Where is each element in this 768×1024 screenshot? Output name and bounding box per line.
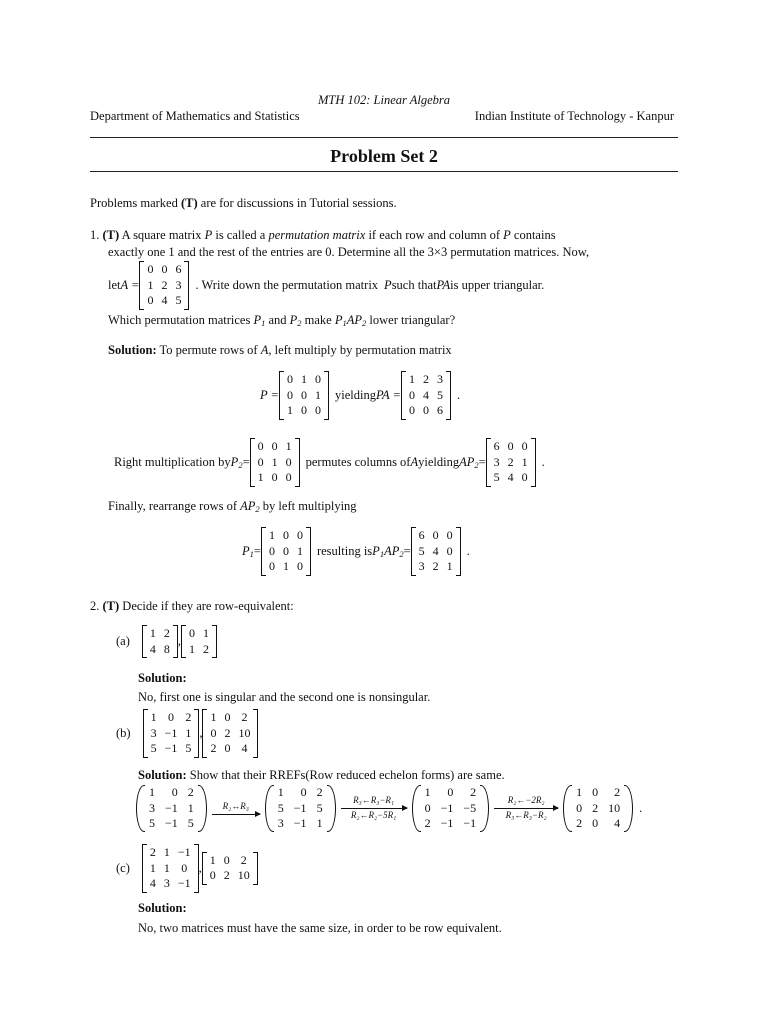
matrix-cell: 3 [277,816,284,831]
chain-matrix-3 [412,785,490,832]
matrix-cell: 0 [268,543,275,558]
department-name: Department of Mathematics and Statistics [90,109,300,123]
matrix-cell: 0 [167,710,174,724]
matrix-cell: 1 [521,454,528,469]
matrix-cell: 4 [614,816,621,831]
matrix-cell: 5 [493,470,500,485]
part-a-matrices: (a) 1 2 4 8 , 0 1 1 2 [116,625,217,658]
matrix-cell: 3 [493,454,500,469]
matrix-cell: 2 [240,852,247,867]
matrix-cell: 6 [418,528,425,542]
matrix-cell: 1 [316,816,323,831]
matrix-cell: 2 [432,559,439,574]
problem-1-line-2: exactly one 1 and the rest of the entries are 0. Determine all the 3×3 permutation matrices. Now, [108,245,590,259]
matrix-cell: 0 [592,785,599,799]
matrix-cell: 2 [576,816,583,831]
matrix-cell: 1 [147,277,154,292]
row-op-arrow-2: R₃←R₃−R₁ R₂←R₂−5R₁ [341,795,407,821]
chain-matrix-2 [265,785,336,832]
course-title: MTH 102: Linear Algebra [317,93,451,107]
matrix-cell: 0 [432,528,439,542]
matrix-cell: 0 [300,387,307,402]
matrix-cell: 2 [149,845,156,859]
matrix-cell: 2 [163,626,170,640]
matrix-cell: 1 [209,852,216,867]
matrix-cell: −1 [293,800,307,815]
matrix-cell: 0 [296,528,303,542]
matrix-cell: 3 [163,876,170,891]
matrix-cell: 4 [507,470,514,485]
matrix-cell: 0 [507,439,514,453]
matrix-cell: 0 [300,785,307,799]
solution-P2-equation: Right multiplication by $P_2$ = 0 0 1 0 1 0 1 0 0 permutes columns of A yielding $AP_2$ = 6 0 0 3 2 1 5 4 0 . [114,438,545,487]
matrix-cell: 1 [163,860,170,875]
part-b-solution: Solution: Show that their RREFs(Row reduced echelon forms) are same. [138,768,505,782]
matrix-cell: 3 [418,559,425,574]
problem-1-matrix-line: let A = 0 0 6 1 2 3 0 4 5 . Write down the permutation matrix P such that PA is upper triangular. [108,261,544,310]
matrix-cell: 1 [314,387,321,402]
matrix-P [279,371,329,420]
matrix-cell: 2 [592,800,599,815]
matrix-cell: 1 [203,626,209,640]
matrix-cell: 1 [446,559,453,574]
institute-name: Indian Institute of Technology - Kanpur [474,109,674,123]
solution-finally: Finally, rearrange rows of $AP_2$ by left multiplying [108,499,357,514]
matrix-cell: 4 [241,741,248,756]
matrix-cell: 3 [149,800,155,815]
matrix-cell: −1 [440,816,454,831]
matrix-a2 [181,625,217,658]
matrix-c1 [142,844,199,893]
matrix-cell: 2 [316,785,323,799]
matrix-cell: 1 [149,860,156,875]
matrix-cell: 0 [224,710,231,724]
matrix-cell: 1 [163,845,170,859]
matrix-cell: 2 [470,785,477,799]
matrix-cell: 1 [150,710,157,724]
matrix-cell: 0 [147,293,154,308]
chain-matrix-1 [136,785,207,832]
matrix-cell: 1 [187,800,194,815]
matrix-cell: 2 [241,710,248,724]
problem-1-line-1: 1. (T) A square matrix P is called a permutation matrix if each row and column of P contains [90,228,556,242]
matrix-cell: 4 [161,293,168,308]
matrix-cell: 4 [149,876,156,891]
part-c-matrices: (c) 2 1 −1 1 1 0 4 3 −1 , 1 0 2 0 2 10 [116,844,258,893]
matrix-cell: 0 [282,543,289,558]
solution-P1-equation: $P_1$ = 1 0 0 0 0 1 0 1 0 resulting is $P_1AP_2$ = 6 0 0 5 4 0 3 2 1 . [242,527,470,576]
matrix-cell: 0 [189,626,195,640]
matrix-cell: 1 [268,528,275,542]
matrix-cell: 5 [316,800,323,815]
matrix-cell: 0 [576,800,583,815]
matrix-cell: 2 [614,785,621,799]
matrix-cell: 5 [149,816,155,831]
matrix-cell: 1 [189,641,195,656]
matrix-cell: 1 [149,626,156,640]
matrix-cell: 0 [171,785,178,799]
matrix-cell: 0 [257,439,264,453]
matrix-cell: 1 [271,454,278,469]
matrix-cell: 2 [223,868,230,883]
matrix-cell: 8 [163,641,170,656]
matrix-cell: 0 [268,559,275,574]
matrix-cell: −1 [164,741,178,756]
matrix-cell: 0 [209,868,216,883]
matrix-cell: 0 [446,543,453,558]
matrix-cell: −1 [164,725,178,740]
matrix-cell: 0 [314,403,321,418]
matrix-cell: 1 [257,470,264,485]
bottom-rule [90,171,678,172]
matrix-cell: 0 [314,372,321,386]
matrix-cell: 0 [271,439,278,453]
top-rule [90,137,678,138]
matrix-cell: 6 [493,439,500,453]
matrix-cell: 0 [300,403,307,418]
matrix-P1 [261,527,311,576]
solution-P-equation: P = 0 1 0 0 0 1 1 0 0 yielding PA = 1 2 3 0 4 5 0 0 6 . [260,371,460,420]
part-b-matrices: (b) 1 0 2 3 −1 1 5 −1 5 , 1 0 2 0 2 10 2 0 4 [116,709,258,758]
matrix-cell: 0 [521,439,528,453]
matrix-b2 [202,709,258,758]
matrix-cell: 0 [296,559,303,574]
part-c-solution-label: Solution: [138,901,187,915]
matrix-cell: 0 [161,262,168,276]
matrix-cell: 2 [507,454,514,469]
matrix-cell: 0 [446,528,453,542]
matrix-cell: 1 [424,785,431,799]
matrix-cell: 1 [576,785,583,799]
matrix-cell: 0 [286,372,293,386]
matrix-PA [401,371,451,420]
matrix-cell: −1 [177,845,191,859]
part-a-answer: No, first one is singular and the second one is nonsingular. [138,690,431,704]
matrix-cell: 1 [149,785,155,799]
matrix-cell: −1 [440,800,454,815]
matrix-cell: 3 [175,277,182,292]
matrix-c2 [202,852,258,885]
matrix-P2 [250,438,300,487]
matrix-cell: 1 [282,559,289,574]
matrix-cell: 3 [436,372,443,386]
part-b-rref-chain: 1 0 2 3 −1 1 5 −1 5 R₂↔R₃ 1 0 2 5 −1 5 3 −1 1 R₃←R₃−R₁ R₂←R₂−5R₁ 1 0 2 0 −1 −5 2 −1 −1 R₂←−2R₂ R₃←R₃−R₂ 1 0 2 0 2 10 2 0 4 . [136,785,642,832]
matrix-cell: 1 [408,372,415,386]
intro-text: Problems marked (T) are for discussions in Tutorial sessions. [90,196,397,210]
matrix-cell: 5 [185,741,192,756]
matrix-cell: 1 [286,403,293,418]
matrix-cell: 2 [187,785,194,799]
chain-matrix-4 [563,785,633,832]
matrix-cell: 6 [175,262,182,276]
matrix-cell: 1 [285,439,292,453]
matrix-cell: 2 [185,710,192,724]
matrix-A [139,261,189,310]
matrix-cell: 0 [408,387,415,402]
matrix-cell: 0 [210,725,217,740]
matrix-cell: 6 [436,403,443,418]
matrix-cell: −1 [165,800,178,815]
matrix-cell: 0 [271,470,278,485]
matrix-cell: 5 [175,293,182,308]
matrix-P1AP2 [411,527,461,576]
matrix-cell: 0 [285,470,292,485]
matrix-cell: 10 [608,800,621,815]
matrix-cell: 0 [521,470,528,485]
matrix-cell: 0 [282,528,289,542]
matrix-cell: 5 [187,816,194,831]
part-c-answer: No, two matrices must have the same size, in order to be row equivalent. [138,921,502,935]
matrix-cell: 1 [277,785,284,799]
matrix-cell: 4 [432,543,439,558]
matrix-a1 [142,625,178,658]
matrix-cell: 5 [418,543,425,558]
matrix-cell: 0 [424,800,431,815]
matrix-cell: 1 [185,725,192,740]
matrix-cell: −1 [293,816,307,831]
matrix-cell: 3 [150,725,157,740]
term-permutation-matrix: permutation matrix [268,228,366,242]
matrix-cell: 0 [422,403,429,418]
matrix-AP2 [486,438,536,487]
problem-1-line-4: Which permutation matrices $P_1$ and $P_2$ make $P_1AP_2$ lower triangular? [108,313,456,328]
matrix-cell: 5 [150,741,157,756]
matrix-cell: 0 [408,403,415,418]
row-op-arrow-1: R₂↔R₃ [212,801,260,816]
matrix-b1 [143,709,200,758]
matrix-cell: 2 [424,816,431,831]
matrix-cell: 1 [296,543,303,558]
matrix-cell: −1 [177,876,191,891]
matrix-cell: 2 [224,725,231,740]
matrix-cell: 4 [422,387,429,402]
matrix-cell: −1 [463,816,477,831]
matrix-cell: 10 [237,868,250,883]
matrix-cell: −1 [165,816,178,831]
row-op-arrow-3: R₂←−2R₂ R₃←R₃−R₂ [494,795,558,821]
matrix-cell: 2 [210,741,217,756]
page-title: Problem Set 2 [330,146,438,166]
problem-1-solution-intro: Solution: To permute rows of A, left multiply by permutation matrix [108,343,452,357]
matrix-cell: 5 [436,387,443,402]
matrix-cell: 1 [210,710,217,724]
matrix-cell: 1 [300,372,307,386]
matrix-cell: 0 [286,387,293,402]
matrix-cell: −5 [463,800,477,815]
matrix-cell: 2 [203,641,209,656]
part-a-solution-label: Solution: [138,671,187,685]
matrix-cell: 2 [161,277,168,292]
problem-2-line-1: 2. (T) Decide if they are row-equivalent: [90,599,294,613]
matrix-cell: 0 [224,741,231,756]
matrix-cell: 0 [447,785,454,799]
matrix-cell: 0 [285,454,292,469]
matrix-cell: 5 [277,800,284,815]
matrix-cell: 0 [147,262,154,276]
matrix-cell: 0 [181,860,188,875]
matrix-cell: 0 [592,816,599,831]
matrix-cell: 0 [257,454,264,469]
matrix-cell: 4 [149,641,156,656]
matrix-cell: 0 [223,852,230,867]
matrix-cell: 2 [422,372,429,386]
matrix-cell: 10 [238,725,251,740]
